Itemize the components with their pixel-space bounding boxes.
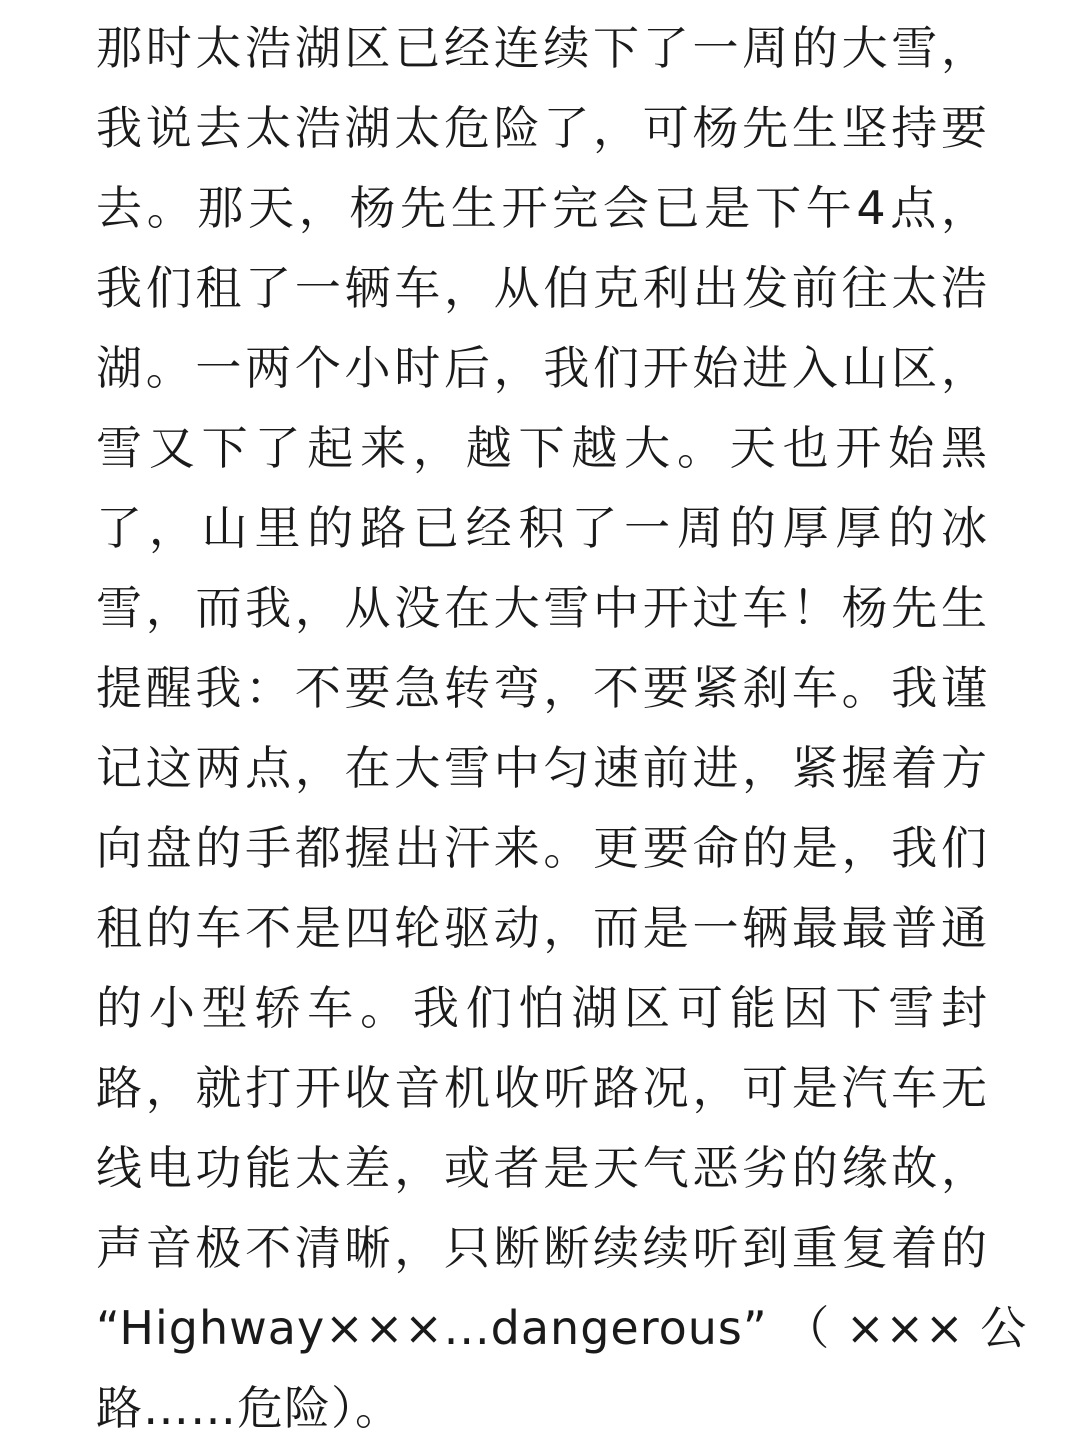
text-line-17: “Highway×××...dangerous” （ ××× 公	[96, 1301, 1028, 1355]
text-line-10: 记这两点，在大雪中匀速前进，紧握着方	[96, 741, 988, 795]
text-line-9: 提醒我：不要急转弯，不要紧刹车。我谨	[96, 661, 988, 715]
article-body	[96, 8, 1028, 1448]
text-line-12: 租的车不是四轮驱动，而是一辆最最普通	[96, 901, 988, 955]
text-line-1: 那时太浩湖区已经连续下了一周的大雪，	[96, 21, 988, 75]
text-line-13: 的小型轿车。我们怕湖区可能因下雪封	[96, 981, 988, 1035]
text-line-18: 路……危险）。	[96, 1381, 402, 1435]
text-line-8: 雪，而我，从没在大雪中开过车！杨先生	[96, 581, 988, 635]
text-line-5: 湖。一两个小时后，我们开始进入山区，	[96, 341, 988, 395]
text-line-14: 路，就打开收音机收听路况，可是汽车无	[96, 1061, 988, 1115]
text-line-2: 我说去太浩湖太危险了，可杨先生坚持要	[96, 101, 988, 155]
text-line-11: 向盘的手都握出汗来。更要命的是，我们	[96, 821, 988, 875]
text-line-3: 去。那天，杨先生开完会已是下午4点，	[96, 181, 988, 235]
text-line-7: 了，山里的路已经积了一周的厚厚的冰	[96, 501, 988, 555]
text-line-4: 我们租了一辆车，从伯克利出发前往太浩	[96, 261, 988, 315]
text-line-16: 声音极不清晰，只断断续续听到重复着的	[96, 1221, 988, 1275]
text-line-6: 雪又下了起来，越下越大。天也开始黑	[96, 421, 988, 475]
text-line-15: 线电功能太差，或者是天气恶劣的缘故，	[96, 1141, 988, 1195]
